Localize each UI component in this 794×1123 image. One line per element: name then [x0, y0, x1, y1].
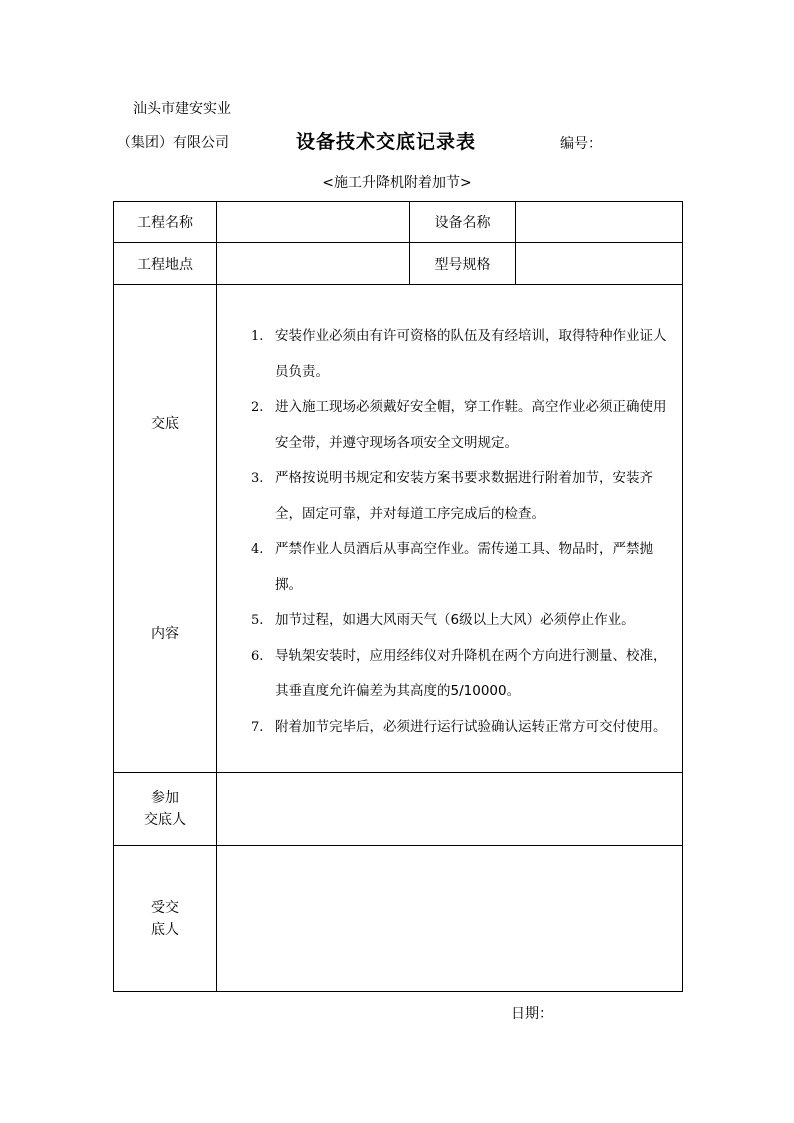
item-number: 7. [251, 719, 264, 735]
item-number: 1. [251, 329, 264, 344]
receivers-value[interactable] [217, 846, 683, 992]
list-item [217, 319, 674, 390]
item-number: 4. [251, 542, 264, 557]
item-number: 5. [251, 613, 264, 628]
participants-value[interactable] [217, 773, 683, 846]
receivers-label [114, 846, 217, 992]
date-label: 日期： [511, 1006, 553, 1022]
item-text: 加节过程，如遇大风雨天气（6级以上大风）必须停止作业。 [275, 612, 635, 628]
content-label-1: 交底 [151, 416, 179, 432]
item-number: 6. [251, 648, 264, 664]
company-name-line1: 汕头市建安实业 [133, 101, 231, 117]
company-name-line2: （集团）有限公司 [117, 135, 229, 151]
list-item [217, 603, 674, 639]
number-label: 编号： [560, 136, 602, 152]
list-item [217, 532, 674, 603]
list-item [217, 461, 674, 532]
content-label-2: 内容 [151, 626, 179, 642]
equipment-name-label: 设备名称 [410, 202, 516, 243]
page-title: 设备技术交底记录表 [296, 131, 477, 153]
content-list [217, 285, 682, 745]
equipment-name-value[interactable] [516, 202, 683, 243]
content-cell [217, 285, 683, 773]
participants-label-2: 交底人 [144, 812, 186, 828]
item-number: 2. [251, 400, 264, 415]
record-table [113, 201, 683, 992]
list-item [217, 710, 674, 746]
project-name-label: 工程名称 [114, 202, 217, 243]
page-subtitle: <施工升降机附着加节> [322, 175, 472, 191]
item-number: 3. [251, 471, 264, 486]
participants-label [114, 773, 217, 846]
receivers-label-1: 受交 [151, 899, 179, 916]
item-text: 导轨架安装时，应用经纬仪对升降机在两个方向进行测量、校准，其垂直度允许偏差为其高度的5/10000。 [275, 647, 667, 699]
receivers-label-2: 底人 [151, 921, 179, 938]
model-spec-label: 型号规格 [410, 243, 516, 285]
item-text: 严格按说明书规定和安装方案书要求数据进行附着加节，安装齐全，固定可靠，并对每道工序完成后的检查。 [275, 470, 653, 522]
project-name-value[interactable] [217, 202, 410, 243]
model-spec-value[interactable] [516, 243, 683, 285]
item-text: 进入施工现场必须戴好安全帽，穿工作鞋。高空作业必须正确使用安全带，并遵守现场各项安全文明规定。 [275, 399, 667, 451]
content-label-cell [114, 285, 217, 773]
item-text: 附着加节完毕后，必须进行运行试验确认运转正常方可交付使用。 [275, 718, 667, 735]
list-item [217, 639, 674, 710]
project-location-value[interactable] [217, 243, 410, 285]
project-location-label: 工程地点 [114, 243, 217, 285]
list-item [217, 390, 674, 461]
participants-label-1: 参加 [151, 790, 179, 806]
item-text: 严禁作业人员酒后从事高空作业。需传递工具、物品时，严禁抛掷。 [275, 541, 653, 593]
item-text: 安装作业必须由有许可资格的队伍及有经培训，取得特种作业证人员负责。 [275, 328, 667, 380]
